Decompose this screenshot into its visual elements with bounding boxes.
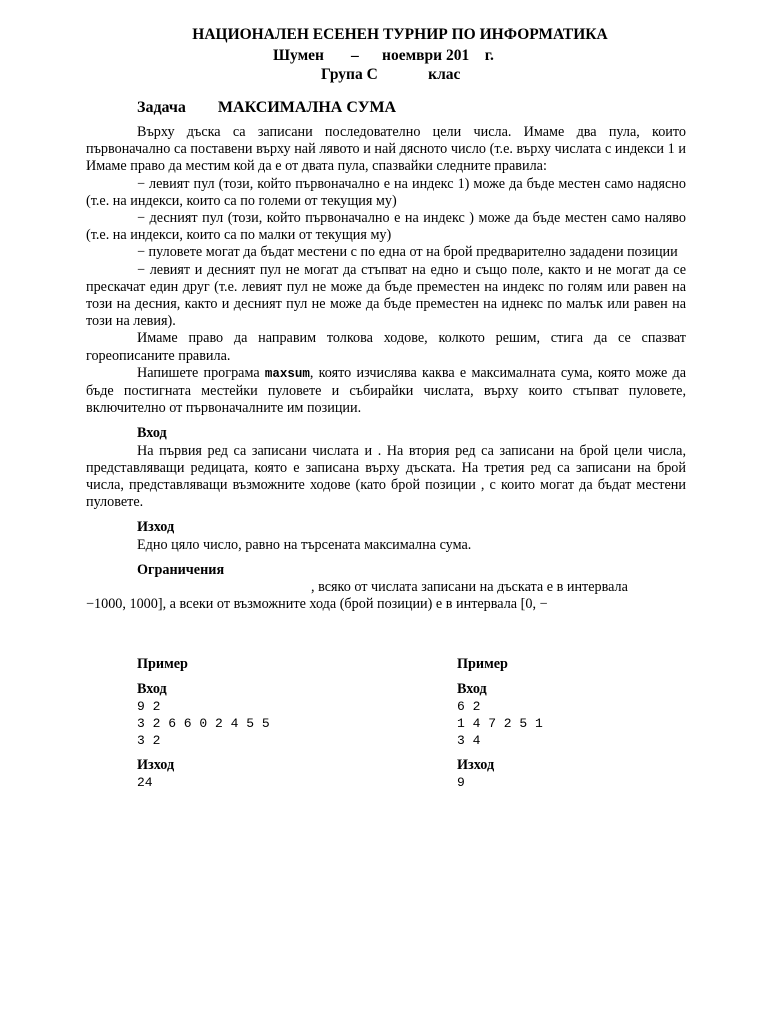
example-2 — [457, 656, 687, 791]
input-heading: Вход — [137, 425, 167, 442]
example-1 — [137, 656, 367, 791]
example-output-label: Изход — [457, 757, 495, 773]
rule-3: − пуловете могат да бъдат местени с по една от на брой предварително зададени позиции — [137, 244, 678, 261]
constraints-heading: Ограничения — [137, 561, 225, 578]
paragraph-3-end: , която изчислява каква е максималната сума, която може да бъде постигната местейки пуловете и събирайки числата, върху които стъпват пуловете, включително от първоначалните им позиции. — [86, 364, 686, 417]
rule-1: − левият пул (този, който първоначално е на индекс 1) може да бъде местен само надясно (т.е. на индекси, които са по големи от текущия му) — [86, 175, 686, 209]
example-input-label: Вход — [137, 681, 167, 697]
location-date: Шумен – ноември 201 г. — [273, 47, 494, 64]
statement-paragraph-1: Върху дъска са записани последователно цели числа. Имаме два пула, които първоначално са поставени върху най лявото и най дясното число (т.е. върху числата с индекси 1 и Имаме право да местим кой да е от двата пула, спазвайки следните правила: — [86, 124, 686, 175]
example-output: 24 — [137, 775, 153, 790]
statement-paragraph-2: Имаме право да направим толкова ходове, колкото решим, стига да се спазват гореописаните правила. — [86, 330, 686, 364]
competition-title: НАЦИОНАЛЕН ЕСЕНЕН ТУРНИР ПО ИНФОРМАТИКА — [192, 26, 608, 43]
output-description: Едно цяло число, равно на търсената максимална сума. — [137, 536, 472, 553]
output-heading: Изход — [137, 519, 175, 536]
example-title: Пример — [137, 656, 188, 672]
paragraph-3-start: Напишете програма — [137, 364, 265, 381]
example-input: 6 2 1 4 7 2 5 1 3 4 — [457, 699, 543, 748]
constraints-line-1: , всяко от числата записани на дъската е в интервала — [311, 579, 628, 596]
program-name: maxsum — [264, 366, 310, 381]
input-description: На първия ред са записани числата и . На втория ред са записани на брой цели числа, представляващи редицата, която е записана върху дъската. На третия ред са записани на брой числа, представляващи възможните ходове (като брой позиции , с които могат да бъдат местени пуловете. — [86, 442, 686, 511]
example-input-label: Вход — [457, 681, 487, 697]
example-output: 9 — [457, 775, 465, 790]
constraints-line-2: −1000, 1000], а всеки от възможните хода (брой позиции) е в интервала [0, − — [86, 596, 548, 613]
task-label: Задача — [137, 99, 186, 116]
task-title: МАКСИМАЛНА СУМА — [217, 99, 397, 116]
statement-paragraph-3 — [86, 365, 686, 418]
group-class: Група C клас — [321, 66, 461, 83]
rule-4: − левият и десният пул не могат да стъпват на едно и също поле, както и не могат да се прескачат един друг (т.е. левият пул не може да бъде преместен на индекс по голям или равен на този на десния, както и десният пул не може да бъде преместен на иднекс по малък или равен на този на левия). — [86, 261, 686, 330]
example-title: Пример — [457, 656, 508, 672]
problem-statement — [86, 124, 686, 613]
example-input: 9 2 3 2 6 6 0 2 4 5 5 3 2 — [137, 699, 270, 748]
task-heading — [137, 99, 396, 117]
example-output-label: Изход — [137, 757, 175, 773]
rule-2: − десният пул (този, който първоначално е на индекс ) може да бъде местен само наляво (т.е. на индекси, които са по малки от текущия му) — [86, 210, 686, 244]
